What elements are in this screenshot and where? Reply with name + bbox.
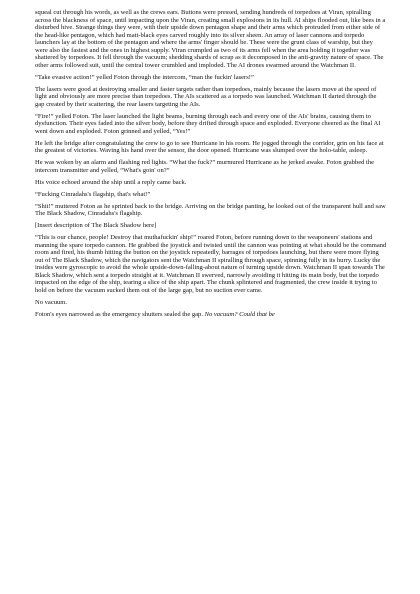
paragraph-13-italic-text: No vacuum? Could that be (204, 310, 275, 318)
paragraph-4: “Fire!” yelled Foton. The laser launched the light beams, burning through each and every one of the AIs' brains, causing them to dysfunction. Their eyes faded into the silver body, before they drifted through space and exploded. Everyone cheered as the final AI went down and exploded. Foton grinned and yelled, “Yes!” (35, 112, 381, 135)
paragraph-5: He left the bridge after congratulating the crew to go to see Hurricane in his room. He jogged through the corridor, grin on his face at the greatest of victories. Waving his hand over the sensor, the door opened. Hurricane was slumped over the holo-table, asleep. (35, 139, 384, 155)
document-page (35, 9, 387, 323)
paragraph-6: He was woken by an alarm and flashing red lights. “What the fuck?” murmured Hurricane as he jerked awake. Foton grabbed the intercom transmitter and yelled, “What's goin' on?” (35, 159, 375, 174)
paragraph-9: “Shit!” muttered Foton as he sprinted back to the bridge. Arriving on the bridge panting, he looked out of the transparent hull and saw The Black Shadow, Cinradahs's flagship. (35, 202, 386, 218)
paragraph-13-text: Foton's eyes narrowed as the emergency shutters sealed the gap. (35, 310, 205, 318)
paragraph-11: “This is our chance, people! Destroy that muthafuckin' ship!” roared Foton, before running down to the weaponeers' stations and manning the spare torpedo cannon. He grabbed the joystick and twisted until the cannon was pointing at what should be the command room and fired, his thumb hitting the button on the joystick repeatedly, barrages of torpedoes launching, but there were more flying out of The Black Shadow, which the navigators sent the Watchman II spiralling through space, spinning fully in its hurry. Lucky the insides were gyroscopic to avoid the whole upside-down-falling-about nature of turning upside down. Watchman II span towards The Black Shadow, which sent a torpedo straight at it. Watchman II swerved, narrowly avoiding it hitting its main body, but the torpedo impacted on the edge of the ship, tearing a slice of the ship apart. The chunk splintered and fragmented, the crew inside it trying to hold on before the vacuum sucked them out of the large gap, but no suction ever came. (35, 234, 387, 294)
paragraph-13 (35, 311, 387, 319)
paragraph-1: squeal cut through his words, as well as the crews ears. Buttons were pressed, sending hundreds of torpedoes at Viran, spiralling across the blackness of space, until impacting upon the Viran, creating small explosions in its hull. AI ships flooded out, like bees in a disturbed hive. Strange things they were, with their upside down pentagon shape and their arms which protruded from either side of the head-like pentagon, which had matt-black eyes carved roughly into its silver sheen. An array of laser cannons and torpedo launchers lay at the bottom of the pentagon and where the arms' finger should be. These were the grunt class of warship, but they were also the fastest and the ones in highest supply. Viran crumpled as two of its arms fell when the area holding it together was shattered by torpedoes. It fell through the vacuum; shedding shards of scrap as it decomposed in the anti-gravity nature of space. The other arms followed suit, until the central tower crumbled and imploded. The AI drones swarmed around the Watchman II. (35, 9, 386, 69)
paragraph-10: [Insert description of The Black Shadow here] (35, 222, 157, 230)
paragraph-8: “Fucking Cinradahs's flagship, that's what!” (35, 190, 151, 198)
paragraph-3: The lasers were good at destroying smaller and faster targets rather than torpedoes, mainly because the lasers move at the speed of light and obviously are more precise than torpedoes. The AIs scattered as a torpedo was launched. Watchman II darted through the gap created by their scattering, the rear lasers targeting the AIs. (35, 85, 377, 108)
paragraph-12: No vacuum. (35, 298, 67, 306)
paragraph-2: “Take evasive action!” yelled Foton through the intercom, “man the fuckin' lasers!” (35, 73, 254, 81)
paragraph-7: His voice echoed around the ship until a reply came back. (35, 178, 187, 186)
